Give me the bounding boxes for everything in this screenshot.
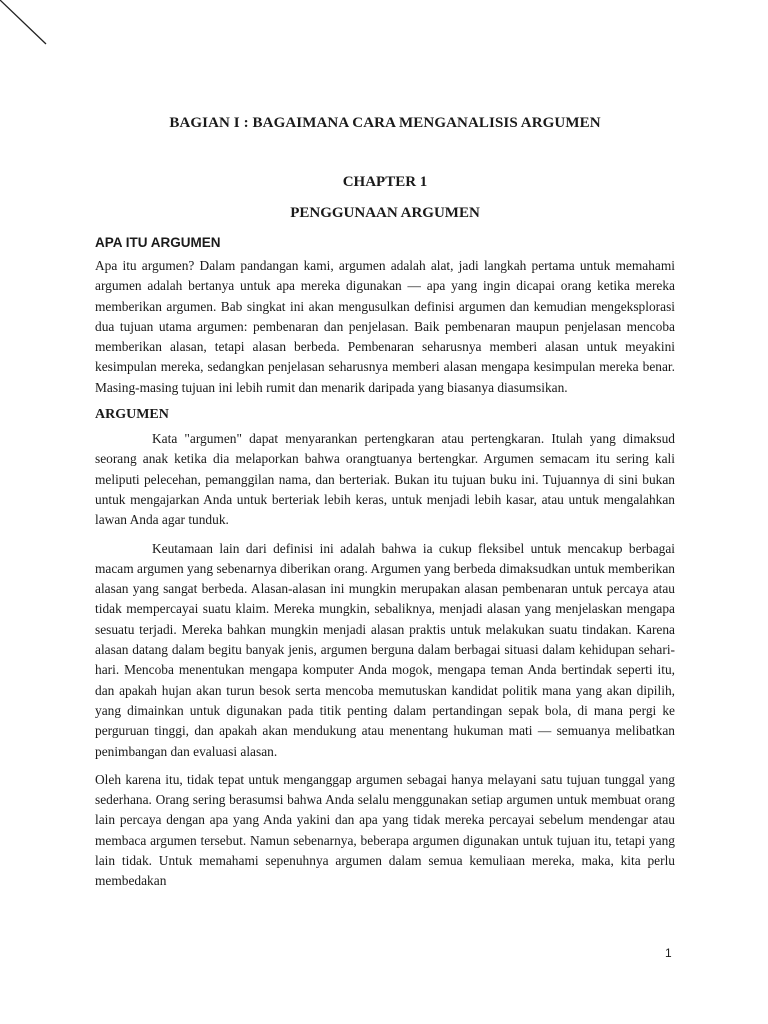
body-paragraph: Kata "argumen" dapat menyarankan pertengkaran atau pertengkaran. Itulah yang dimaksud seorang anak ketika dia melaporkan bahwa orangtuanya bertengkar. Argumen semacam itu sering kali meliputi pelecehan, pemanggilan nama, dan berteriak. Bukan itu tujuan buku ini. Tujuannya di sini bukan untuk mengajarkan Anda untuk berteriak lebih keras, untuk menjadi lebih kasar, atau untuk mengalahkan lawan Anda agar tunduk. bbox=[95, 431, 675, 528]
corner-fold-line bbox=[0, 0, 60, 60]
body-paragraph: Apa itu argumen? Dalam pandangan kami, argumen adalah alat, jadi langkah pertama untuk memahami argumen adalah bertanya untuk apa mereka digunakan — apa yang ingin dicapai orang ketika mereka memberikan argumen. Bab singkat ini akan mengusulkan definisi argumen dan kemudian mengeksplorasi dua tujuan utama argumen: pembenaran dan penjelasan. Baik pembenaran maupun penjelasan mencoba memberikan alasan, tetapi alasan berbeda. Pembenaran seharusnya memberi alasan untuk meyakini kesimpulan mereka, sedangkan penjelasan seharusnya memberi alasan mengapa kesimpulan mereka benar. Masing-masing tujuan ini lebih rumit dan menarik daripada yang biasanya diasumsikan. bbox=[95, 258, 675, 395]
section-heading-apa-itu-argumen: APA ITU ARGUMEN bbox=[95, 235, 221, 250]
part-title: BAGIAN I : BAGAIMANA CARA MENGANALISIS ARGUMEN bbox=[169, 115, 601, 131]
page-number: 1 bbox=[665, 946, 672, 960]
body-paragraph: Keutamaan lain dari definisi ini adalah bahwa ia cukup fleksibel untuk mencakup berbagai macam argumen yang sebenarnya diberikan orang. Argumen yang berbeda dimaksudkan untuk memberikan alasan yang sangat berbeda. Alasan-alasan ini mungkin merupakan alasan pembenaran untuk percaya atau tidak mempercayai suatu klaim. Mereka mungkin, sebaliknya, menjadi alasan yang menjelaskan mengapa sesuatu terjadi. Mereka bahkan mungkin menjadi alasan praktis untuk melakukan suatu tindakan. Karena alasan datang dalam begitu banyak jenis, argumen berguna dalam berbagai situasi dalam kehidupan sehari-hari. Mencoba menentukan mengapa komputer Anda mogok, mengapa teman Anda bertindak seperti itu, dan apakah hujan akan turun besok serta mencoba memutuskan kandidat politik mana yang akan dipilih, yang dimainkan untuk digunakan pada titik penting dalam pertandingan sepak bola, di mana pergi ke perguruan tinggi, dan apakah akan mendukung atau menentang hukuman mati — semuanya melibatkan penimbangan dan evaluasi alasan. bbox=[95, 540, 675, 759]
section-heading-argumen: ARGUMEN bbox=[95, 407, 169, 423]
chapter-subtitle: PENGGUNAAN ARGUMEN bbox=[290, 205, 480, 221]
chapter-title: CHAPTER 1 bbox=[342, 174, 428, 190]
body-paragraph: Oleh karena itu, tidak tepat untuk menganggap argumen sebagai hanya melayani satu tujuan tunggal yang sederhana. Orang sering berasumsi bahwa Anda selalu menggunakan setiap argumen untuk membuat orang lain percaya dengan apa yang Anda yakini dan apa yang tidak mereka percayai sebelum mendengar atau membaca argumen tersebut. Namun sebenarnya, beberapa argumen digunakan untuk tujuan itu, tetapi yang lain tidak. Untuk memahami sepenuhnya argumen dalam semua kemuliaan mereka, maka, kita perlu membedakan bbox=[95, 771, 675, 889]
document-page-body bbox=[95, 115, 675, 892]
